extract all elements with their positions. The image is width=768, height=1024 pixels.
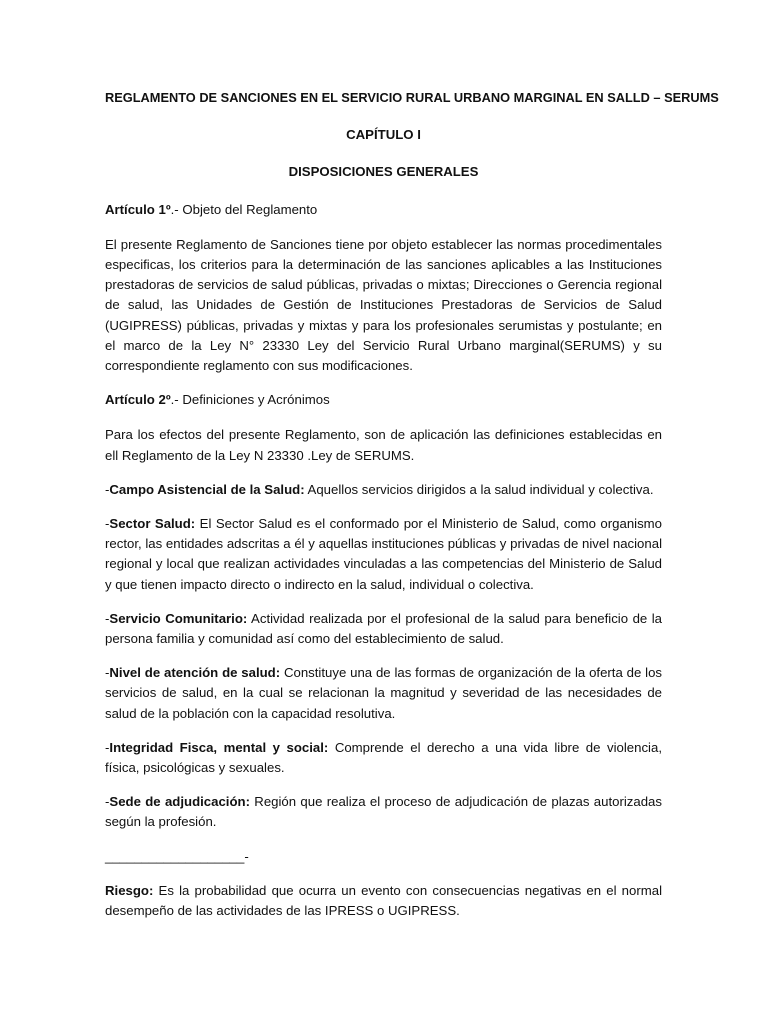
article-1-number: Artículo 1º	[105, 201, 171, 217]
definition-item: -Sector Salud: El Sector Salud es el conformado por el Ministerio de Salud, como organismo rector, las entidades adscritas a él y aquellas instituciones públicas y privadas de nivel nacional regional y local que realizan actividades vinculadas a las competencias del Ministerio de Salud y que tienen impacto directo o indirecto en la salud, individual o colectiva.	[105, 516, 662, 592]
article-1-heading	[105, 200, 662, 220]
chapter-heading: CAPÍTULO I	[346, 127, 421, 143]
riesgo-text: Es la probabilidad que ocurra un evento con consecuencias negativas en el normal desempeño de las actividades de las IPRESS o UGIPRESS.	[105, 882, 662, 919]
definition-term: Sede de adjudicación:	[109, 794, 250, 810]
definition-text: Comprende el derecho a una vida libre de violencia, física, psicológicas y sexuales.	[105, 739, 662, 776]
definition-item: -Integridad Fisca, mental y social: Comprende el derecho a una vida libre de violencia, física, psicológicas y sexuales.	[105, 739, 662, 776]
section-heading: DISPOSICIONES GENERALES	[288, 164, 479, 180]
definition-item: -Nivel de atención de salud: Constituye una de las formas de organización de la oferta de los servicios de salud, en la cual se relacionan la magnitud y severidad de las necesidades de salud de la población con la capacidad resolutiva.	[105, 665, 663, 721]
definition-item: -Servicio Comunitario: Actividad realizada por el profesional de la salud para beneficio de la persona familia y comunidad así como del establecimiento de salud.	[105, 610, 662, 647]
definition-text: Región que realiza el proceso de adjudicación de plazas autorizadas según la profesión.	[105, 794, 662, 830]
definition-text: El Sector Salud es el conformado por el Ministerio de Salud, como organismo rector, las entidades adscritas a él y aquellas instituciones públicas y privadas de nivel nacional regional y local que realizan actividades vinculadas a las competencias del Ministerio de Salud y que tienen impacto directo o indirecto en la salud, individual o colectiva.	[105, 516, 662, 592]
definition-term: Integridad Fisca, mental y social:	[109, 739, 329, 755]
definition-term: Servicio Comunitario:	[109, 610, 248, 626]
document-page	[105, 88, 719, 935]
article-1-body: El presente Reglamento de Sanciones tiene por objeto establecer las normas procedimentales especificas, los criterios para la determinación de las sanciones aplicables a las Instituciones prestadoras de servicios de salud públicas, privadas o mixtas; Direcciones o Gerencia regional de salud, las Unidades de Gestión de Instituciones Prestadoras de Servicios de Salud (UGIPRESS) públicas, privadas y mixtas y para los profesionales serumistas y postulante; en el marco de la Ley N° 23330 Ley del Servicio Rural Urbano marginal(SERUMS) y su correspondiente reglamento con sus modificaciones.	[105, 236, 662, 374]
definition-term: Nivel de atención de salud:	[109, 665, 281, 681]
definition-text: Actividad realizada por el profesional de la salud para beneficio de la persona familia y comunidad así como del establecimiento de salud.	[105, 610, 662, 647]
riesgo-term: Riesgo:	[105, 882, 154, 898]
document-title: REGLAMENTO DE SANCIONES EN EL SERVICIO RURAL URBANO MARGINAL EN SALLD – SERUMS	[105, 90, 719, 105]
definition-text: Aquellos servicios dirigidos a la salud individual y colectiva.	[304, 481, 654, 497]
article-1-title: .- Objeto del Reglamento	[170, 201, 318, 217]
definition-item: -Campo Asistencial de la Salud: Aquellos servicios dirigidos a la salud individual y colectiva.	[105, 481, 654, 497]
riesgo-definition	[105, 881, 662, 921]
article-2-heading	[105, 390, 662, 410]
article-2-number: Artículo 2º	[105, 392, 171, 408]
article-2-intro: Para los efectos del presente Reglamento, son de aplicación las definiciones establecidas en ell Reglamento de la Ley N 23330 .Ley de SERUMS.	[105, 427, 662, 463]
definition-term: Campo Asistencial de la Salud:	[109, 481, 305, 497]
blank-line: ___________________-	[105, 848, 249, 864]
article-2-title: .- Definiciones y Acrónimos	[170, 392, 330, 408]
definition-text: Constituye una de las formas de organización de la oferta de los servicios de salud, en la cual se relacionan la magnitud y severidad de las necesidades de salud de la población con la capacidad resolutiva.	[105, 665, 663, 721]
definition-item: -Sede de adjudicación: Región que realiza el proceso de adjudicación de plazas autorizadas según la profesión.	[105, 794, 662, 830]
definition-term: Sector Salud:	[109, 516, 196, 532]
